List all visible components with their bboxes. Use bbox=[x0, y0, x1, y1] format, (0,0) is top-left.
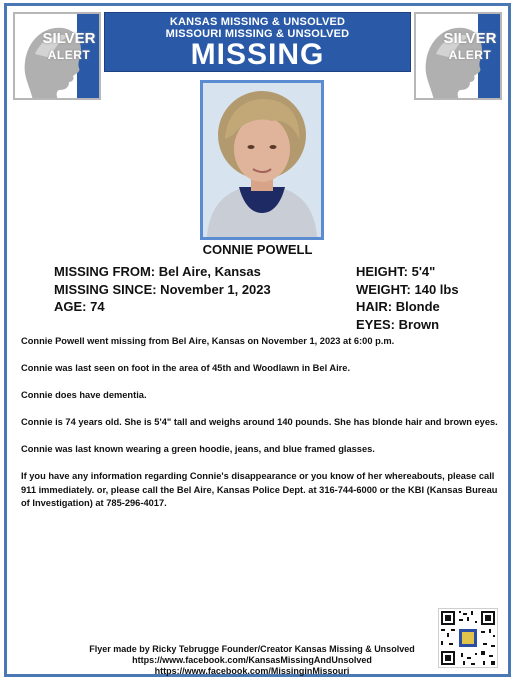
banner-kansas-line: KANSAS MISSING & UNSOLVED bbox=[169, 16, 346, 28]
story-paragraph: If you have any information regarding Connie's disappearance or you know of her whereabouts, please call 911 immediately. or, please call the Bel Aire, Kansas Police Dept. at 316-744-6000 or the KBI (Kansas Bureau of Investigation) at 785-296-4017. bbox=[21, 471, 498, 508]
hair: HAIR: Blonde bbox=[356, 299, 440, 314]
credit-author: Flyer made by Ricky Tebrugge Founder/Creator Kansas Missing & Unsolved bbox=[89, 644, 415, 654]
person-photo bbox=[200, 80, 324, 240]
age: AGE: 74 bbox=[54, 299, 105, 314]
facts-left-column bbox=[54, 263, 271, 316]
logo-alert-label: ALERT bbox=[47, 48, 91, 62]
qr-code-icon bbox=[439, 609, 497, 667]
logo-silver-label: SILVER bbox=[443, 30, 497, 47]
story-paragraph: Connie is 74 years old. She is 5'4" tall and weighs around 140 pounds. She has blonde hair and brown eyes. bbox=[21, 417, 498, 427]
silver-alert-logo-left bbox=[13, 12, 101, 100]
story-paragraph: Connie does have dementia. bbox=[21, 390, 147, 400]
credit-link-missouri[interactable]: https://www.facebook.com/MissinginMissouri bbox=[154, 666, 350, 676]
silver-alert-logo-right bbox=[414, 12, 502, 100]
height: HEIGHT: 5'4" bbox=[356, 264, 436, 279]
banner-missouri-line: MISSOURI MISSING & UNSOLVED bbox=[165, 28, 350, 40]
missing-from: MISSING FROM: Bel Aire, Kansas bbox=[54, 264, 261, 279]
story-paragraph: Connie was last seen on foot in the area of 45th and Woodlawn in Bel Aire. bbox=[21, 363, 351, 373]
logo-silver-label: SILVER bbox=[42, 30, 96, 47]
facts-right-column bbox=[356, 263, 459, 333]
flyer-credits bbox=[67, 644, 437, 677]
logo-alert-label: ALERT bbox=[448, 48, 492, 62]
eyes: EYES: Brown bbox=[356, 316, 440, 332]
story-paragraph: Connie was last known wearing a green hoodie, jeans, and blue framed glasses. bbox=[21, 444, 375, 454]
person-name: CONNIE POWELL bbox=[202, 242, 313, 257]
story-text bbox=[21, 335, 501, 524]
credit-link-kansas[interactable]: https://www.facebook.com/KansasMissingAndUnsolved bbox=[132, 655, 372, 665]
missing-flyer bbox=[4, 3, 511, 677]
story-paragraph: Connie Powell went missing from Bel Aire, Kansas on November 1, 2023 at 6:00 p.m. bbox=[21, 336, 395, 346]
banner-missing-title: MISSING bbox=[190, 38, 325, 71]
logo-text-right bbox=[442, 31, 498, 63]
qr-code[interactable] bbox=[438, 608, 498, 668]
header-banner bbox=[104, 12, 411, 72]
missing-since: MISSING SINCE: November 1, 2023 bbox=[54, 281, 271, 297]
logo-text-left bbox=[41, 31, 97, 63]
portrait-image bbox=[203, 83, 321, 237]
weight: WEIGHT: 140 lbs bbox=[356, 281, 459, 297]
